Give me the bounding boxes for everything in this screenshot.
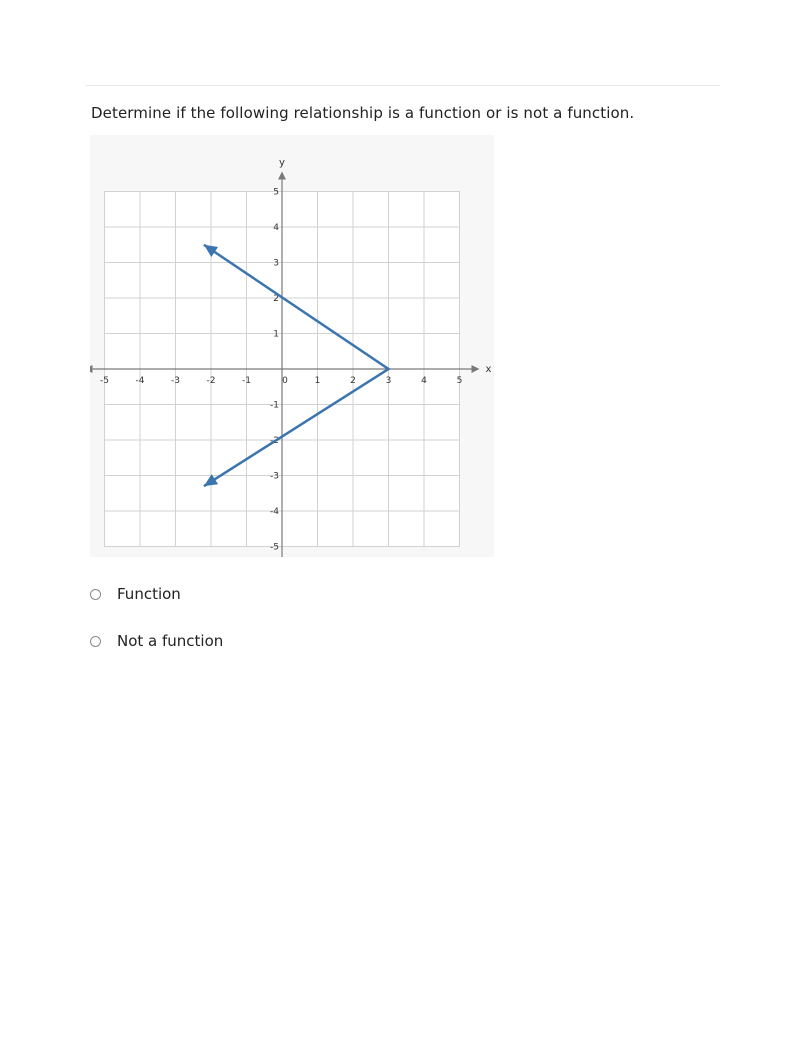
y-tick-label: -2 [270, 436, 279, 446]
radio-not-a-function[interactable] [90, 636, 101, 647]
x-tick-label: 2 [350, 376, 356, 386]
x-tick-label: -4 [135, 376, 145, 386]
y-tick-label: -5 [270, 542, 279, 553]
choice-not-a-function-label: Not a function [117, 632, 224, 650]
y-tick-label: 1 [273, 329, 279, 340]
graph [90, 135, 494, 557]
x-tick-label: 1 [314, 376, 321, 386]
coordinate-plane [90, 135, 494, 557]
x-axis-arrow-left [90, 365, 93, 373]
x-tick-label: -2 [206, 376, 216, 386]
x-axis-label: x [485, 364, 492, 375]
x-tick-label: -1 [242, 376, 251, 386]
choice-function[interactable] [90, 585, 181, 603]
y-tick-label: 3 [273, 258, 279, 269]
y-tick-label: -4 [270, 507, 279, 517]
y-tick-label: -3 [270, 471, 279, 482]
y-tick-label: 2 [273, 294, 279, 304]
y-axis-label: y [279, 157, 285, 169]
choice-function-label: Function [117, 585, 181, 603]
x-tick-label: 4 [421, 376, 427, 386]
y-tick-label: 5 [273, 187, 279, 198]
x-tick-label: -5 [100, 376, 109, 386]
x-tick-label: -3 [171, 376, 180, 386]
x-tick-label: 3 [385, 376, 392, 386]
choice-not-a-function[interactable] [90, 632, 223, 650]
radio-function[interactable] [90, 589, 101, 600]
x-axis-arrow-right [472, 365, 480, 373]
question-text: Determine if the following relationship is a function or is not a function. [91, 104, 635, 122]
y-axis-arrow-up [278, 172, 286, 180]
divider [86, 85, 720, 86]
y-tick-label: -1 [270, 400, 279, 411]
x-tick-label: 0 [282, 376, 288, 386]
x-tick-label: 5 [456, 376, 463, 386]
y-tick-label: 4 [273, 223, 279, 233]
